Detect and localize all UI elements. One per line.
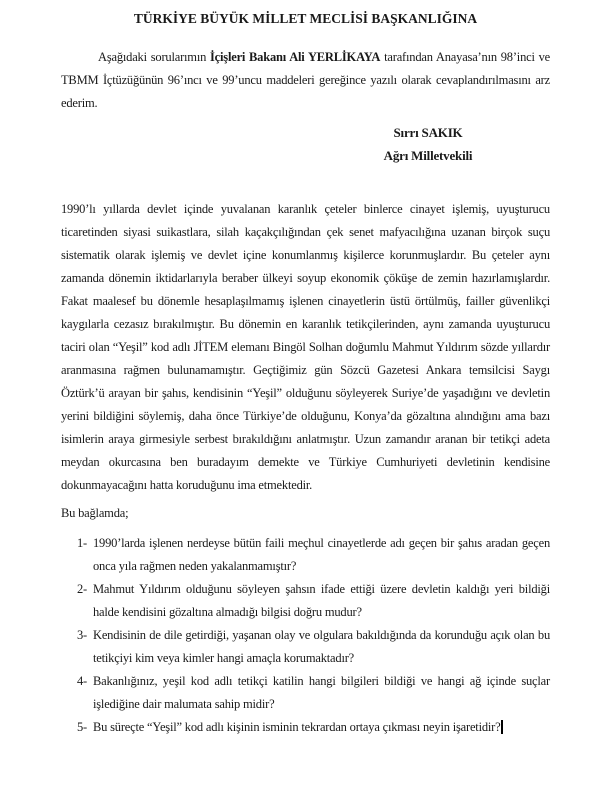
signature-role: Ağrı Milletvekili bbox=[383, 148, 473, 163]
question-number: 3- bbox=[77, 628, 88, 642]
intro-text-before: Aşağıdaki sorularımın bbox=[98, 50, 210, 64]
signature-block bbox=[328, 121, 528, 167]
document-content bbox=[61, 0, 550, 739]
body-paragraph: 1990’lı yıllarda devlet içinde yuvalanan karanlık çeteler binlerce cinayet işlemiş, uyuşturucu ticaretinden siyasi suikastlara, silah kaçakçılığından çek senet mafyacılığına uzanan birçok suçu sistematik olarak işlemiş ve devlet içine konumlanmış kişilerce korunmuşlardır. Bu çeteler aynı zamanda dönemin iktidarlarıyla beraber ülkeyi soyup ekonomik çöküşe de zemin hazırlamışlardır. Fakat maalesef bu dönemle hesaplaşılmamış işlenen cinayetlerin üstü örtülmüş, failler güvenlikçi kaygılarla cezasız bırakılmıştır. Bu dönemin en karanlık tetikçilerinden, aynı zamanda uyuşturucu taciri olan “Yeşil” kod adlı JİTEM elemanı Bingöl Solhan doğumlu Mahmut Yıldırım sözde yıllardır aranmasına rağmen bulunamamıştır. Geçtiğimiz gün Sözcü Gazetesi Ankara temsilcisi Saygı Öztürk’ü arayan bir şahıs, kendisinin “Yeşil” olduğunu söyleyerek Suriye’de yaşadığını ve devletin yerini bildiğini söylemiş, daha önce Türkiye’de olduğunu, Konya’da gözaltına alındığını ama bazı isimlerin araya girmesiyle serbest bırakıldığını anlatmıştır. Uzun zamandır aranan bir tetikçi adeta meydan okurcasına ben buradayım demekte ve Türkiye Cumhuriyeti devletinin kendisine dokunmayacağını hatta koruduğunu ima etmektedir. bbox=[61, 202, 550, 492]
question-item bbox=[61, 578, 550, 624]
question-number: 5- bbox=[77, 720, 88, 734]
question-item bbox=[61, 670, 550, 716]
context-line: Bu bağlamda; bbox=[61, 506, 129, 520]
intro-text-after: tarafından Anayasa’nın 98’inci ve TBMM İçtüzüğünün 96’ıncı ve 99’uncu maddeleri gereğince yazılı olarak cevaplandırılmasını arz ederim. bbox=[61, 50, 550, 110]
text-cursor bbox=[501, 720, 503, 734]
question-text: Kendisinin de dile getirdiği, yaşanan olay ve olgulara bakıldığında da korunduğu açık olan bu tetikçiyi kim veya kimler hangi amaçla korumaktadır? bbox=[93, 628, 550, 665]
question-number: 4- bbox=[77, 674, 88, 688]
question-item bbox=[61, 716, 550, 739]
question-number: 1- bbox=[77, 536, 88, 550]
document-title: TÜRKİYE BÜYÜK MİLLET MECLİSİ BAŞKANLIĞINA bbox=[133, 11, 478, 26]
question-text: Bakanlığınız, yeşil kod adlı tetikçi katilin hangi bilgileri bildiği ve hangi ağ içinde suçlar işlediğine dair malumata sahip midir? bbox=[93, 674, 550, 711]
intro-paragraph bbox=[61, 46, 550, 115]
question-item bbox=[61, 624, 550, 670]
question-item bbox=[61, 532, 550, 578]
question-text: Bu süreçte “Yeşil” kod adlı kişinin isminin tekrardan ortaya çıkması neyin işaretidir? bbox=[93, 720, 501, 734]
question-text: 1990’larda işlenen nerdeyse bütün faili meçhul cinayetlerde adı geçen bir şahıs aradan geçen onca yıla rağmen neden yakalanmamıştır? bbox=[93, 536, 550, 573]
questions-list bbox=[61, 532, 550, 739]
signature-name: Sırrı SAKIK bbox=[393, 125, 463, 140]
question-number: 2- bbox=[77, 582, 88, 596]
minister-name-bold: İçişleri Bakanı Ali YERLİKAYA bbox=[210, 50, 381, 64]
question-text: Mahmut Yıldırım olduğunu söyleyen şahsın ifade ettiği üzere devletin kaldığı yeri bildiği halde kendisini gözaltına almadığı bilgisi doğru mudur? bbox=[93, 582, 550, 619]
